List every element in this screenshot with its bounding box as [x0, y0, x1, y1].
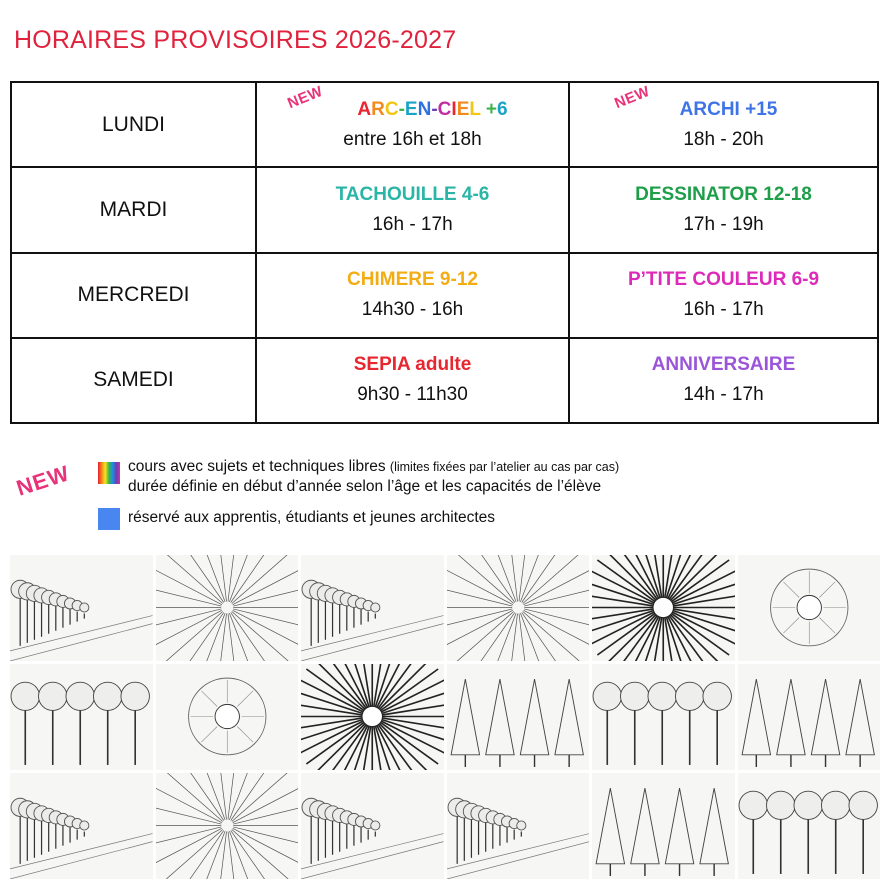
schedule-row-mercredi [11, 253, 878, 338]
course-time: 14h - 17h [683, 384, 764, 406]
course-cell-chimere [256, 253, 569, 338]
alley-trees-sketch [301, 773, 444, 879]
rainbow-letter: E [404, 98, 418, 120]
course-time: 9h30 - 11h30 [357, 384, 468, 406]
rainbow-letter: 6 [497, 98, 508, 120]
schedule-table [10, 81, 879, 424]
rainbow-letter: I [451, 98, 457, 120]
radial-burst-sketch [156, 555, 299, 661]
day-label: SAMEDI [93, 368, 174, 392]
tree-alley-shading-sketch [447, 773, 590, 879]
page-title: HORAIRES PROVISOIRES 2026-2027 [14, 26, 457, 54]
course-time: entre 16h et 18h [343, 128, 482, 150]
course-cell-arc-en-ciel [256, 82, 569, 167]
rainbow-letter: - [398, 98, 405, 120]
course-cell-tachouille [256, 167, 569, 252]
legend-rainbow-line2: durée définie en début d’année selon l’âge et les capacités de l’élève [128, 478, 602, 495]
course-cell-anniversaire [569, 338, 878, 423]
legend-rainbow-line1 [128, 458, 619, 476]
black-burst-sketch [301, 664, 444, 770]
schedule-row-samedi [11, 338, 878, 423]
rainbow-letter: E [456, 98, 470, 120]
course-time: 16h - 17h [372, 213, 453, 235]
day-cell [11, 253, 256, 338]
new-tag: NEW [612, 82, 653, 113]
legend-rainbow-note: (limites fixées par l’atelier au cas par cas) [389, 460, 620, 474]
crossing-lines-sketch [447, 555, 590, 661]
rainbow-letter: L [469, 98, 481, 120]
dark-radial-sketch [592, 555, 735, 661]
rainbow-letter: C [384, 98, 399, 120]
round-trees-sketch [738, 664, 881, 770]
striped-trees-sketch [738, 555, 881, 661]
rainbow-swatch-icon [98, 462, 120, 484]
day-cell [11, 167, 256, 252]
blue-swatch-icon [98, 508, 120, 530]
circular-brush-sketch [738, 773, 881, 879]
rainbow-letter: A [357, 98, 372, 120]
tree-perspective-sketch [10, 555, 153, 661]
new-badge: NEW [13, 460, 73, 501]
course-time: 16h - 17h [683, 299, 764, 321]
sketch-gallery [10, 555, 880, 879]
forest-sketch [156, 664, 299, 770]
schedule-row-mardi [11, 167, 878, 252]
day-label: MARDI [99, 197, 168, 221]
course-name-anniversaire: ANNIVERSAIRE [651, 354, 796, 376]
rainbow-letter: C [437, 98, 452, 120]
legend-rainbow-text: cours avec sujets et techniques libres [128, 458, 386, 475]
day-cell [11, 338, 256, 423]
course-cell-dessinator [569, 167, 878, 252]
course-name-sepia: SEPIA adulte [353, 354, 472, 376]
pine-trees-sketch [447, 664, 590, 770]
course-name-chimere: CHIMERE 9-12 [347, 269, 478, 291]
new-tag: NEW [285, 82, 326, 113]
course-time: 18h - 20h [683, 128, 764, 150]
round-trees-row-sketch [592, 773, 735, 879]
rainbow-letter: R [371, 98, 385, 120]
course-time: 17h - 19h [683, 213, 764, 235]
day-label: LUNDI [101, 112, 165, 136]
day-cell [11, 82, 256, 167]
day-label: MERCREDI [77, 283, 190, 307]
petal-sketch [156, 773, 299, 879]
plan-view-sketch [10, 664, 153, 770]
rainbow-letter: N [417, 98, 432, 120]
course-time: 14h30 - 16h [361, 299, 464, 321]
course-cell-ptite-couleur [569, 253, 878, 338]
course-name-archi: ARCHI +15 [679, 98, 778, 120]
legend-blue-line: réservé aux apprentis, étudiants et jeunes architectes [128, 509, 496, 526]
schedule-row-lundi [11, 82, 878, 167]
course-cell-sepia [256, 338, 569, 423]
course-name-ptite-couleur: P’TITE COULEUR 6-9 [627, 269, 820, 291]
tree-row-sketch [10, 773, 153, 879]
rainbow-letter: + [485, 98, 498, 120]
alley-perspective-sketch [301, 555, 444, 661]
rainbow-letter: - [431, 98, 438, 120]
course-cell-archi [569, 82, 878, 167]
course-name-dessinator: DESSINATOR 12-18 [635, 183, 812, 205]
course-name-tachouille: TACHOUILLE 4-6 [335, 183, 490, 205]
circle-plan-sketch [592, 664, 735, 770]
